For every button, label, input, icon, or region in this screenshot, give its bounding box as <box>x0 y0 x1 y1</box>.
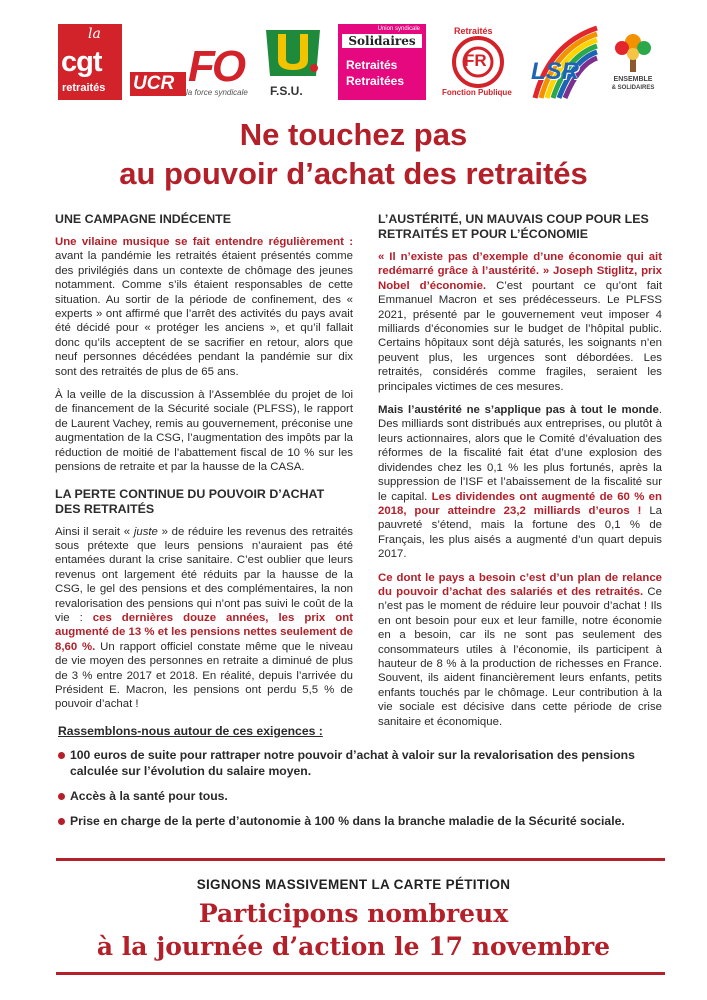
divider-top <box>56 858 665 861</box>
demand-text: 100 euros de suite pour rattraper notre pouvoir d’achat à valoir sur la revalorisation des pensions calculée sur l’évolution du salaire moyen. <box>70 748 635 778</box>
body-text: . Des milliards sont distribués aux entreprises, ou plutôt à leurs actionnaires, alors que le Comité d’évaluation des réformes de la fiscalité fait état d’une explosion des dividendes chez les 0,1 % les plus fortunés, après la suppression de l’ISF et l’abaissement de la fiscalité sur le capital. <box>378 404 662 503</box>
cgt-sub-text: retraités <box>62 82 106 94</box>
demand-item <box>58 813 668 829</box>
demand-text: Accès à la santé pour tous. <box>70 789 228 803</box>
bullet-icon <box>58 752 65 759</box>
tree-icon <box>606 28 660 74</box>
paragraph-stiglitz <box>378 250 662 394</box>
ucr-fo-logo <box>130 42 248 100</box>
demand-item <box>58 788 668 804</box>
paragraph-campaign <box>55 235 353 379</box>
petition-text: SIGNONS MASSIVEMENT LA CARTE PÉTITION <box>196 877 511 892</box>
ucr-text: UCR <box>133 73 175 94</box>
bold-text: Mais l’austérité ne s’applique pas à tout le monde <box>378 404 659 417</box>
highlight-text: ces dernières douze années, les prix ont augmenté de 13 % et les pensions nettes seulement de 8,60 %. <box>55 611 353 653</box>
section-heading-loss: LA PERTE CONTINUE DU POUVOIR D’ACHAT DES RETRAITÉS <box>55 486 325 516</box>
solidaires-small-text: Union syndicale <box>377 26 420 32</box>
action-line2: à la journée d’action le 17 novembre <box>96 932 611 961</box>
body-text: avant la pandémie les retraités étaient présentés comme des privilégiés dans un contexte de chômage des jeunes notamment. Comme s’ils étaient responsables de cette situation. Au sortir de la période de confinement, des « experts » ont affirmé que l’arrêt des activités du pays avait été décidé pour « protéger les anciens », et qu’il fallait donc qu’ils acceptent de se sacrifier en retour, alors que neuf personnes décédées pendant la pandémie sur dix sont des retraités de plus de 65 ans. <box>55 250 353 378</box>
paragraph-relaunch <box>378 571 662 729</box>
body-text: La pauvreté s’étend, mais la fortune des 0,1 % de Français, les plus aisés a augmenté d’un quart depuis 2017. <box>378 504 662 561</box>
solidaires-line2: Retraitées <box>346 74 405 88</box>
frfp-mark: FR <box>464 51 487 70</box>
paragraph-dividends <box>378 403 662 561</box>
solidaires-line1: Retraités <box>346 58 398 72</box>
logo-bar <box>0 22 707 102</box>
demand-text: Prise en charge de la perte d’autonomie à 100 % dans la branche maladie de la Sécurité sociale. <box>70 814 625 828</box>
right-column <box>378 212 662 738</box>
frfp-top-text: Retraités <box>454 26 493 36</box>
fo-sub-text: la force syndicale <box>186 88 248 97</box>
fsu-logo <box>262 26 324 100</box>
ensemble-line2: & SOLIDAIRES <box>611 85 655 91</box>
body-text: Un rapport officiel constate même que le niveau de vie moyen des personnes en retraite a diminué de plus de 3 % entre 2017 et 2018. En réalité, depuis l’arrivée du Président E. Macron, les pensions ont perdu 5,5 % de pouvoir d’achat ! <box>55 640 353 711</box>
solidaires-logo <box>338 24 426 100</box>
cgt-word: cgt <box>61 46 102 78</box>
ensemble-solidaires-logo <box>606 28 660 100</box>
body-text: C’est pourtant ce qu’ont fait Emmanuel Macron et ses prédécesseurs. Le PLFSS 2021, présenté par le gouvernement veut imposer 4 milliards d’économies sur le budget de l’hôpital public. Certains hôpitaux sont déjà saturés, les soignants n’en peuvent plus, les urgences sont débordées. Les retraités, considérés comme fragiles, seraient les principales victimes de ces mesures. <box>378 279 663 393</box>
cgt-la-text: la <box>88 26 101 42</box>
body-text: » de réduire les revenus des retraités sous prétexte que leurs pensions n’auraient pas été entamées durant la crise sanitaire. C’est oublier que leurs revenus ont largement été réduits par la hausse de la CSG, le gel des pensions et des complémentaires, la non revalorisation des pensions qui n’ont pas suivi le coût de la vie : <box>55 525 353 624</box>
solidaires-name: Solidaires <box>342 34 422 48</box>
left-column <box>55 212 353 721</box>
emphasis-text: juste <box>133 525 158 538</box>
divider-bottom <box>56 972 665 975</box>
fo-text: FO <box>188 42 244 91</box>
body-text: Ce n’est pas le moment de réduire leur pouvoir d’achat ! Ils en ont besoin pour eux et leur famille, notre économie en a besoin, car ils ne sont pas seulement des consommateurs utiles à l’économie, ils participent à hauteur de 8 % à la production de richesses en France. Souvent, ils aident financièrement leurs enfants, petits enfants touchés par le chômage. Leur contribution à la vie sociale est décisive dans cette période de crise sanitaire et économique. <box>378 585 662 728</box>
action-line1: Participons nombreux <box>198 899 509 928</box>
demands-heading: Rassemblons-nous autour de ces exigences : <box>58 724 323 738</box>
fsu-text: F.S.U. <box>270 84 303 98</box>
demands-section <box>58 723 668 838</box>
highlight-text: Une vilaine musique se fait entendre régulièrement : <box>55 236 353 248</box>
ensemble-line1: ENSEMBLE <box>613 76 653 83</box>
page-title-line2: au pouvoir d’achat des retraités <box>119 156 588 191</box>
paragraph-plfss: À la veille de la discussion à l’Assemblée du projet de loi de financement de la Sécurité sociale (PLFSS), le rapport de Laurent Vachey, remis au gouvernement, préconise une augmentation de la CSG, l’augmentation des impôts par la réduction de moitié de l’abattement fiscal de 10 % sur les pensions de retraite et par la hausse de la CASA. <box>55 389 353 474</box>
frfp-logo <box>440 24 516 100</box>
demand-item <box>58 747 668 779</box>
frfp-bottom-text: Fonction Publique <box>442 88 512 97</box>
lsr-text: LSR <box>531 58 579 85</box>
paragraph-loss <box>55 525 353 712</box>
lsr-logo <box>527 24 599 100</box>
bullet-icon <box>58 818 65 825</box>
cgt-retraites-logo <box>58 24 122 100</box>
bullet-icon <box>58 793 65 800</box>
highlight-text: « Il n’existe pas d’exemple d’une économie qui ait redémarré grâce à l’austérité. » Joseph Stiglitz, prix Nobel d’économie. <box>378 251 662 292</box>
highlight-text: Les dividendes ont augmenté de 60 % en 2018, pour atteindre 23,2 milliards d’euros ! <box>378 490 662 517</box>
page-title-line1: Ne touchez pas <box>239 117 468 152</box>
section-heading-austerity: L’AUSTÉRITÉ, UN MAUVAIS COUP POUR LES RETRAITÉS ET POUR L’ÉCONOMIE <box>378 212 649 241</box>
body-text: Ainsi il serait « <box>55 525 134 538</box>
highlight-text: Ce dont le pays a besoin c’est d’un plan de relance du pouvoir d’achat des salariés et des retraités. <box>378 571 662 598</box>
fsu-u-icon <box>262 26 324 82</box>
section-heading-campaign: UNE CAMPAGNE INDÉCENTE <box>55 212 232 226</box>
